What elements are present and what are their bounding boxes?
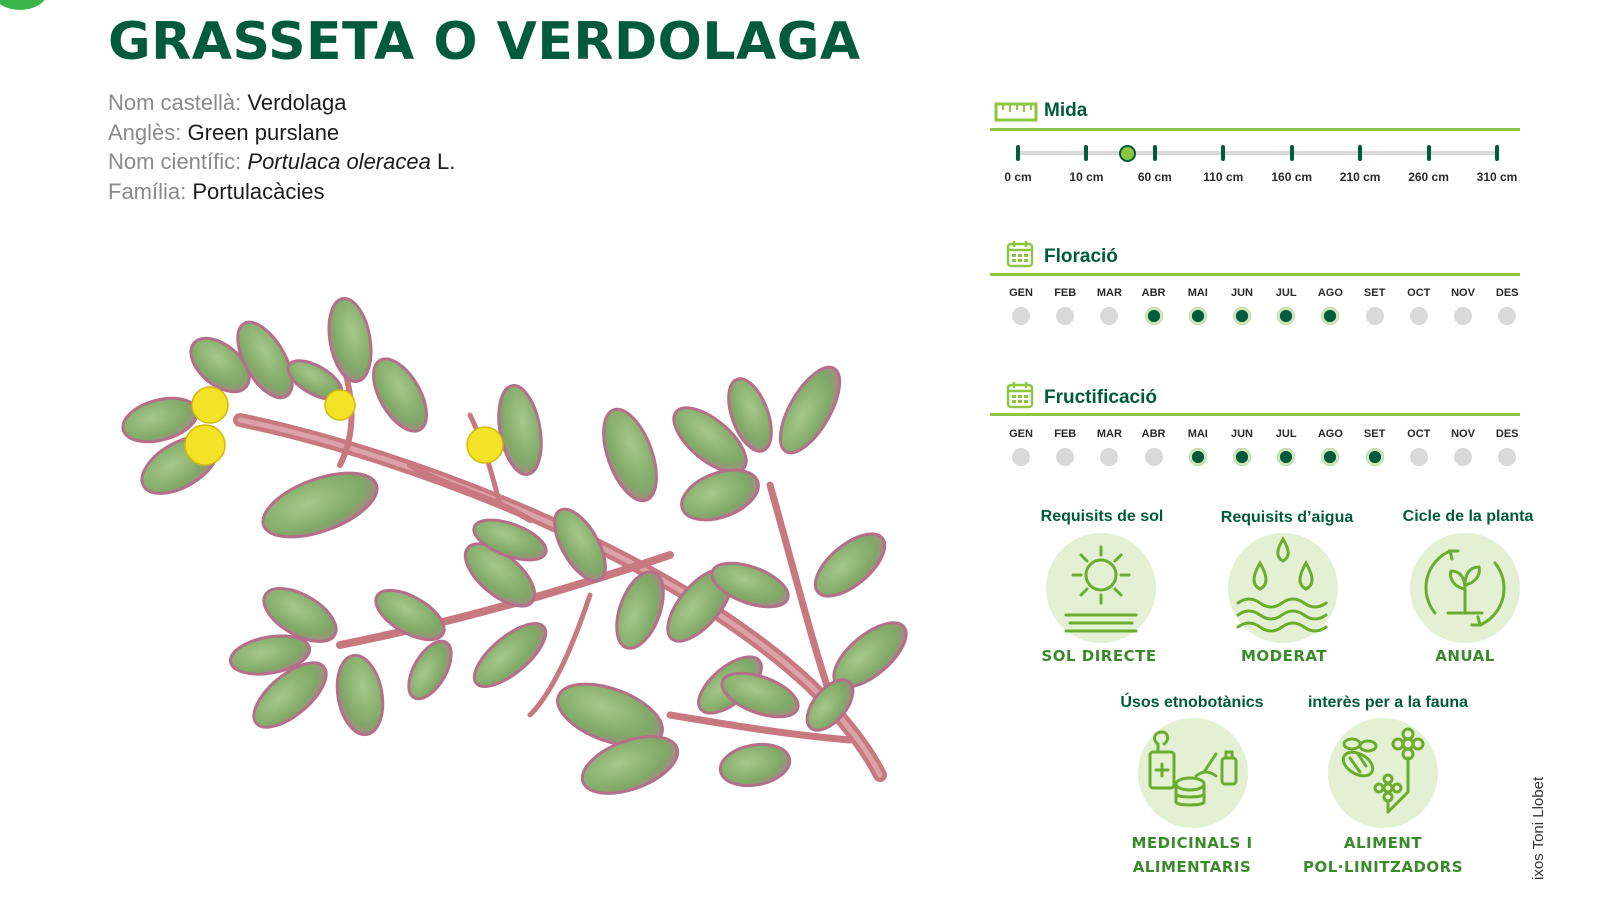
month-label: JUL: [1275, 287, 1297, 299]
month-label: MAR: [1096, 287, 1122, 299]
month-label: AGO: [1317, 287, 1343, 299]
month-label: GEN: [1009, 428, 1033, 440]
month-label: NOV: [1451, 287, 1475, 299]
month-dot-inactive: [1145, 448, 1163, 466]
size-tick-label: 10 cm: [1069, 170, 1104, 184]
fauna-title: interès per a la fauna: [1307, 694, 1469, 711]
month-dot-active: [1233, 307, 1251, 325]
name-family-row: [108, 177, 455, 207]
month-dot-inactive: [1498, 307, 1516, 325]
month-dot-inactive: [1056, 448, 1074, 466]
month-label: JUN: [1230, 428, 1253, 440]
month-dot-inactive: [1454, 307, 1472, 325]
month-label: MAI: [1187, 428, 1208, 440]
flowering-title: Floració: [1044, 246, 1118, 267]
cycle-title: Cicle de la planta: [1402, 508, 1534, 525]
name-scientific-value: Portulaca oleracea: [247, 149, 431, 174]
month-label: DES: [1495, 287, 1519, 299]
cycle-value: ANUAL: [1435, 647, 1495, 665]
size-tick-label: 210 cm: [1339, 170, 1381, 184]
name-scientific-row: [108, 147, 455, 177]
fruiting-divider: [990, 413, 1520, 416]
illustration-credit: ixos Toni Llobet: [1530, 776, 1547, 880]
name-english-value: Green purslane: [187, 119, 340, 145]
month-label: MAI: [1187, 287, 1208, 299]
month-dot-inactive: [1410, 307, 1428, 325]
month-dot-inactive: [1366, 307, 1384, 325]
month-dot-inactive: [1454, 448, 1472, 466]
month-label: MAR: [1096, 428, 1122, 440]
size-tick-label: 160 cm: [1271, 170, 1313, 184]
water-drops-icon: [1230, 533, 1336, 643]
month-dot-active: [1277, 307, 1295, 325]
soil-title: Requisits de sol: [1040, 508, 1164, 525]
month-dot-active: [1321, 307, 1339, 325]
size-tick-label: 60 cm: [1137, 170, 1172, 184]
sprout-cycle-icon: [1410, 533, 1520, 643]
month-dot-active: [1321, 448, 1339, 466]
month-dot-inactive: [1012, 448, 1030, 466]
name-scientific-label: Nom científic:: [108, 149, 242, 174]
size-marker: [1119, 145, 1136, 162]
ethno-value-2: ALIMENTARIS: [1132, 858, 1252, 876]
plant-illustration: [110, 295, 940, 825]
sun-icon: [1060, 533, 1142, 643]
month-dot-active: [1189, 448, 1207, 466]
month-dot-inactive: [1100, 448, 1118, 466]
month-dot-active: [1277, 448, 1295, 466]
month-dot-inactive: [1012, 307, 1030, 325]
size-tick-mark: [1290, 145, 1294, 161]
name-family-label: Família:: [108, 178, 187, 204]
month-dot-active: [1366, 448, 1384, 466]
flowering-divider: [990, 273, 1520, 276]
name-castellano-label: Nom castellà:: [108, 90, 242, 115]
month-label: JUN: [1230, 287, 1253, 299]
ruler-icon: [994, 100, 1038, 124]
month-dot-active: [1233, 448, 1251, 466]
month-dot-inactive: [1100, 307, 1118, 325]
name-castellano-row: [108, 88, 455, 118]
month-label: OCT: [1407, 428, 1431, 440]
month-dot-active: [1145, 307, 1163, 325]
fruiting-title: Fructificació: [1044, 387, 1157, 408]
calendar-icon: [1006, 381, 1034, 409]
month-label: DES: [1495, 428, 1519, 440]
size-tick-mark: [1084, 145, 1088, 161]
size-title: Mida: [1044, 100, 1088, 121]
bee-flower-icon: [1330, 722, 1436, 822]
month-dot-inactive: [1498, 448, 1516, 466]
size-tick-label: 0 cm: [1004, 170, 1032, 184]
soil-value: SOL DIRECTE: [1041, 647, 1157, 665]
month-dot-active: [1189, 307, 1207, 325]
size-tick-mark: [1016, 145, 1020, 161]
month-label: SET: [1363, 428, 1386, 440]
month-label: OCT: [1407, 287, 1431, 299]
corner-decoration: [0, 0, 48, 10]
size-tick-mark: [1495, 145, 1499, 161]
month-label: GEN: [1009, 287, 1033, 299]
month-label: SET: [1363, 287, 1386, 299]
calendar-icon: [1006, 240, 1034, 268]
name-english-row: [108, 118, 455, 148]
fauna-value-1: ALIMENT: [1343, 834, 1423, 852]
page-title: GRASSETA O VERDOLAGA: [108, 12, 861, 72]
size-tick-mark: [1358, 145, 1362, 161]
month-label: ABR: [1141, 287, 1166, 299]
size-divider: [990, 128, 1520, 131]
size-tick-label: 260 cm: [1408, 170, 1449, 184]
name-english-label: Anglès:: [108, 119, 182, 145]
size-tick-mark: [1427, 145, 1431, 161]
month-label: ABR: [1141, 428, 1166, 440]
month-label: FEB: [1054, 287, 1077, 299]
size-tick-label: 110 cm: [1203, 170, 1244, 184]
month-dot-inactive: [1056, 307, 1074, 325]
size-tick-mark: [1153, 145, 1157, 161]
water-title: Requisits d’aigua: [1220, 509, 1354, 526]
name-family-value: Portulacàcies: [192, 178, 325, 204]
month-label: JUL: [1275, 428, 1297, 440]
month-label: NOV: [1451, 428, 1475, 440]
plant-names: [108, 88, 455, 206]
size-tick-mark: [1221, 145, 1225, 161]
fauna-value-2: POL·LINITZADORS: [1302, 858, 1464, 876]
water-value: MODERAT: [1240, 647, 1328, 665]
ethno-title: Úsos etnobotànics: [1120, 694, 1264, 711]
month-label: AGO: [1317, 428, 1343, 440]
name-castellano-value: Verdolaga: [247, 90, 347, 115]
ethno-value-1: MEDICINALS I: [1131, 834, 1253, 852]
month-dot-inactive: [1410, 448, 1428, 466]
size-tick-label: 310 cm: [1476, 170, 1518, 184]
medicine-food-icon: [1140, 722, 1246, 822]
month-label: FEB: [1054, 428, 1077, 440]
name-scientific-author: L.: [430, 149, 456, 174]
